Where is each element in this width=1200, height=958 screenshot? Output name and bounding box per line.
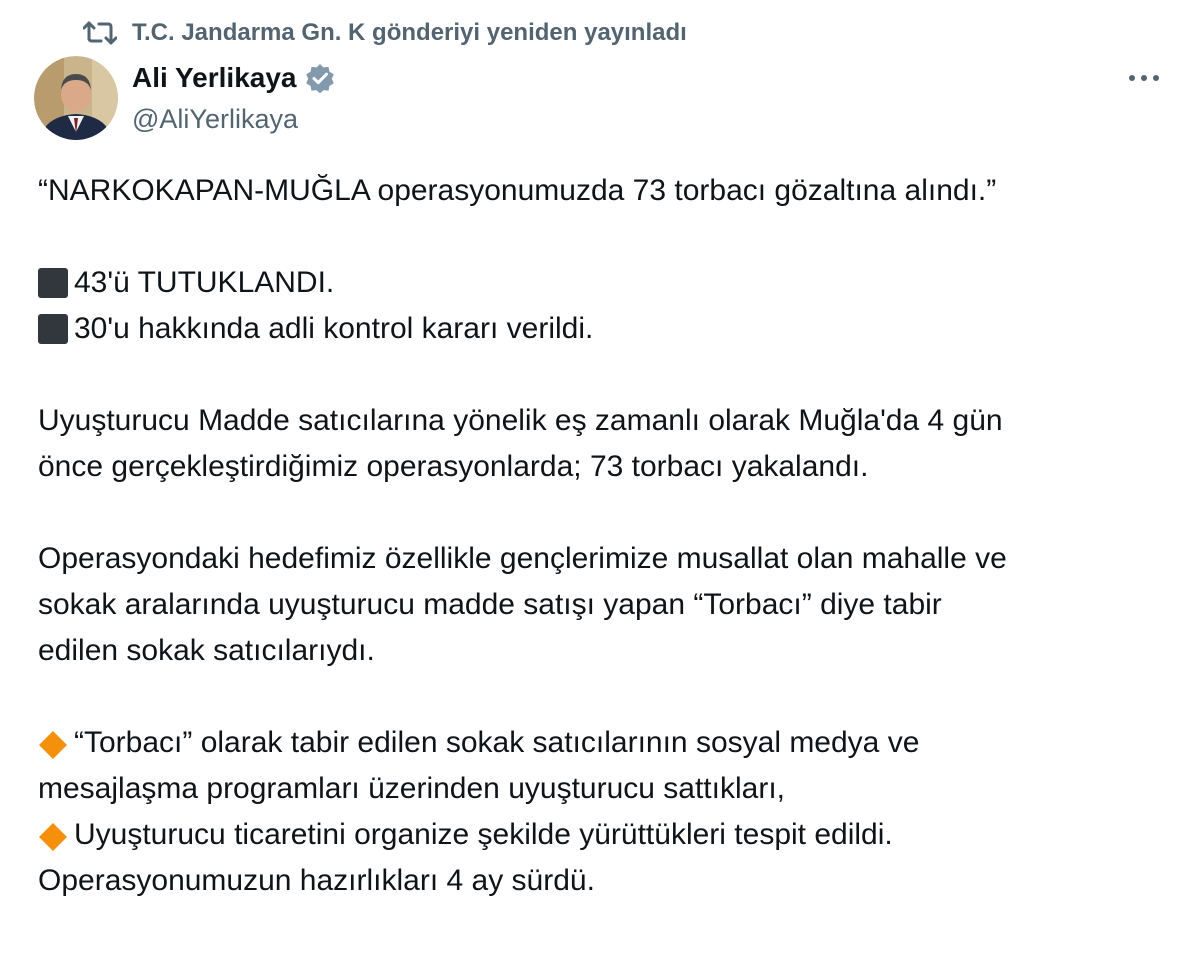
tweet-line-text: “Torbacı” olarak tabir edilen sokak satıcılarının sosyal medya ve (74, 726, 920, 759)
more-options-icon (1127, 69, 1161, 87)
tweet-line: Uyuşturucu Madde satıcılarına yönelik eş zamanlı olarak Muğla'da 4 gün (38, 404, 1003, 437)
author-name[interactable]: Ali Yerlikaya (132, 62, 297, 93)
tweet-text (38, 168, 1178, 904)
tweet-line (38, 720, 1178, 766)
tweet-line-text: 30'u hakkında adli kontrol kararı verildi. (74, 312, 594, 345)
tweet-line: sokak aralarında uyuşturucu madde satışı yapan “Torbacı” diye tabir (38, 588, 942, 621)
tweet-line: edilen sokak satıcılarıydı. (38, 634, 375, 667)
author-handle[interactable]: @AliYerlikaya (132, 104, 298, 134)
black-square-icon (38, 268, 68, 298)
more-options-button[interactable] (1120, 62, 1168, 94)
tweet-line: Operasyondaki hedefimiz özellikle gençlerimize musallat olan mahalle ve (38, 542, 1007, 575)
tweet-line: “NARKOKAPAN-MUĞLA operasyonumuzda 73 torbacı gözaltına alındı.” (38, 174, 997, 207)
tweet-line (38, 812, 1178, 858)
tweet-line-text: 43'ü TUTUKLANDI. (74, 266, 335, 299)
tweet-line: Operasyonumuzun hazırlıkları 4 ay sürdü. (38, 864, 595, 897)
repost-indicator[interactable] (82, 14, 687, 52)
avatar[interactable] (34, 56, 118, 140)
orange-diamond-icon (38, 820, 68, 850)
repost-text: T.C. Jandarma Gn. K gönderiyi yeniden yayınladı (132, 19, 687, 46)
tweet-line (38, 306, 1178, 352)
tweet-line: mesajlaşma programları üzerinden uyuşturucu sattıkları, (38, 772, 785, 805)
tweet-line-text: Uyuşturucu ticaretini organize şekilde yürüttükleri tespit edildi. (74, 818, 893, 851)
tweet-line: önce gerçekleştirdiğimiz operasyonlarda; 73 torbacı yakalandı. (38, 450, 869, 483)
repost-icon (82, 19, 118, 47)
verified-badge-icon (305, 63, 335, 93)
author-info[interactable] (132, 58, 335, 138)
orange-diamond-icon (38, 728, 68, 758)
tweet-line (38, 260, 1178, 306)
black-square-icon (38, 314, 68, 344)
